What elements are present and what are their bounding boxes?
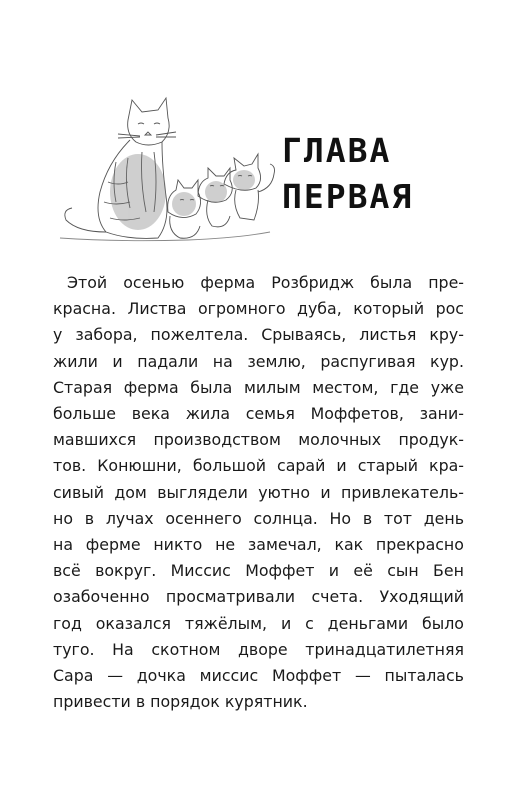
text-line: но в лучах осеннего солнца. Но в тот день <box>53 508 464 528</box>
text-line: жили и падали на землю, распугивая кур. <box>53 351 464 371</box>
chapter-title-line-1: ГЛАВА <box>282 131 392 170</box>
text-line: тов. Конюшни, большой сарай и старый кра- <box>53 456 464 476</box>
text-line: на ферме никто не замечал, как прекрасно <box>53 535 464 555</box>
chapter-title-line-2: ПЕРВАЯ <box>282 177 414 216</box>
text-line: привести в порядок курятник. <box>53 692 308 712</box>
text-line: Этой осенью ферма Розбридж была пре- <box>67 273 464 292</box>
text-line: Сара — дочка миссис Моффет — пыталась <box>53 666 464 686</box>
text-line: мавшихся производством молочных продук- <box>53 430 464 450</box>
text-line: красна. Листва огромного дуба, который рос <box>53 299 464 319</box>
text-line: у забора, пожелтела. Срываясь, листья кру- <box>53 325 464 345</box>
text-line: сивый дом выглядели уютно и привлекатель- <box>53 482 464 502</box>
text-line: озабоченно просматривали счета. Уходящий <box>53 587 464 607</box>
chapter-title <box>282 128 442 220</box>
text-line: больше века жила семья Моффетов, зани- <box>53 404 464 424</box>
text-line: год оказался тяжёлым, и с деньгами было <box>53 613 464 633</box>
cat-with-kittens-icon <box>58 92 278 244</box>
text-line: Старая ферма была милым местом, где уже <box>53 377 464 397</box>
text-line: туго. На скотном дворе тринадцатилетняя <box>53 639 464 659</box>
chapter-body-text <box>53 270 464 715</box>
text-line: всё вокруг. Миссис Моффет и её сын Бен <box>53 561 464 581</box>
